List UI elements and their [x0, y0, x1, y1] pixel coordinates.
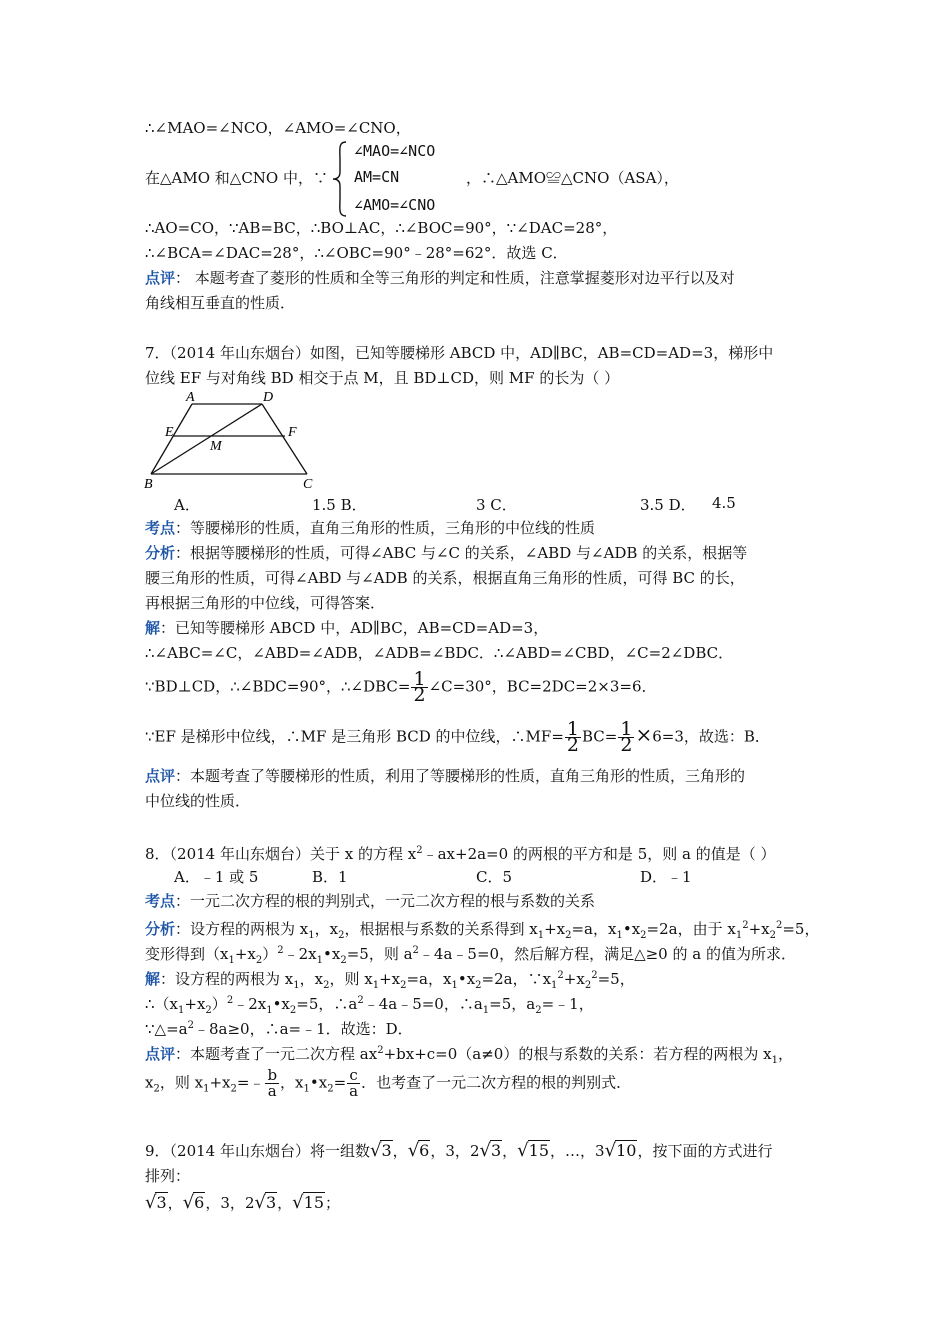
- q8-fenxi-2: 变形得到$(x_1+x_2)^2﹣2x_1•x_2=5$，则 $a^2﹣4a﹣5=0$，然后解方程，满足△≥0 的 a 的值为所求．: [145, 945, 796, 966]
- q8-option-C: C．5: [476, 868, 513, 886]
- pingping-label: 点评: [145, 767, 176, 785]
- q7-comment-1: [145, 766, 745, 786]
- radical-icon: √: [517, 1140, 529, 1161]
- q7-kaodian: [145, 518, 595, 538]
- q6-line1: ∴∠MAO=∠NCO，∠AMO=∠CNO，: [145, 119, 411, 137]
- q7-jie-2: ∴∠ABC=∠C，∠ABD=∠ADB，∠ADB=∠BDC．∴∠ABD=∠CBD，∠C=2∠DBC．: [145, 644, 734, 662]
- jie-4b: BC=: [581, 727, 618, 746]
- radical-icon: √: [370, 1140, 382, 1161]
- q6-comment-2: 角线相互垂直的性质．: [145, 294, 296, 312]
- frac-den: 2: [566, 734, 579, 756]
- radical-icon: √: [182, 1192, 195, 1213]
- frac-num: 1: [413, 668, 426, 690]
- q8-fenxi-1: 分析：设方程的两根为 $x_1$，$x_2$，根据根与系数的关系得到 $x_1+x_2=a$，$x_1•x_2=2a$，由于 $x_1^2+x_2^2=5$，: [145, 920, 820, 941]
- q8-comment-1: 点评：本题考查了一元二次方程 $ax^2+bx+c=0(a\ne 0)$的根与系数的关系：若方程的两根为 $x_1$，: [145, 1045, 793, 1066]
- kaodian-text: ：等腰梯形的性质，直角三角形的性质，三角形的中位线的性质: [175, 519, 596, 537]
- frac-num: 1: [566, 718, 579, 740]
- q7-stem-2: 位线 EF 与对角线 BD 相交于点 M，且 BD⊥CD，则 MF 的长为（ ）: [145, 369, 620, 387]
- radical-icon: √: [254, 1192, 266, 1213]
- q7-option-B: 1.5 B．: [312, 496, 367, 514]
- comment-text: ： 本题考查了菱形的性质和全等三角形的判定和性质，注意掌握菱形对边平行以及对: [175, 269, 735, 287]
- label-M: M: [210, 439, 222, 454]
- q7-option-C: 3 C．: [476, 496, 517, 514]
- edge-DC: [262, 404, 307, 474]
- system-eq1: ∠MAO=∠NCO: [354, 142, 436, 160]
- jie-3b: ∠C=30°，BC=2DC=2×3=6．: [428, 677, 657, 696]
- radical-icon: √: [479, 1140, 491, 1161]
- frac-den: 2: [620, 734, 633, 756]
- q8-option-B: B．1: [312, 868, 348, 886]
- label-F: F: [288, 425, 297, 440]
- system-eq3: ∠AMO=∠CNO: [354, 196, 436, 214]
- system-brace: [330, 140, 350, 218]
- frac-num: 1: [620, 718, 633, 740]
- label-E: E: [165, 425, 174, 440]
- q6-line4: ∴∠BCA=∠DAC=28°，∴∠OBC=90°﹣28°=62°．故选 C．: [145, 244, 568, 262]
- jie-label: 解: [145, 619, 161, 637]
- q8-stem: 8．（2014 年山东烟台）关于 x 的方程 $x^2﹣ax+2a=0$ 的两根的平方和是 5，则 a 的值是（ ）: [145, 845, 776, 863]
- pingping-text: ：本题考查了等腰梯形的性质，利用了等腰梯形的性质，直角三角形的性质，三角形的: [175, 767, 746, 785]
- fenxi-text: ：根据等腰梯形的性质，可得∠ABC 与∠C 的关系，∠ABD 与∠ADB 的关系，根据等: [175, 544, 748, 562]
- q8-jie-1: 解：设方程的两根为 $x_1$，$x_2$，则 $x_1+x_2=a$，$x_1•x_2=2a$，$\because x_1^2+x_2^2=5$，: [145, 970, 635, 991]
- system-eq2: AM=CN: [354, 168, 400, 186]
- q9-stem-2: 排列：: [145, 1167, 191, 1185]
- label-B: B: [144, 477, 153, 490]
- q7-option-D: 3.5 D．: [640, 496, 696, 514]
- q7-option-A: A．: [174, 496, 200, 514]
- fraction-half: [411, 668, 427, 706]
- q7-fenxi-2: 腰三角形的性质，可得∠ABD 与∠ADB 的关系，根据直角三角形的性质，可得 BC 的长，: [145, 569, 745, 587]
- label-D: D: [263, 390, 274, 405]
- fraction-c-over-a: $\frac{c}{a}$: [349, 1066, 359, 1100]
- fraction-b-over-a: $\frac{b}{a}$: [267, 1066, 278, 1100]
- q7-jie-1: [145, 618, 548, 638]
- label-C: C: [303, 477, 313, 490]
- q9-row-1: √3，√6，3，2√3，√15；: [145, 1192, 341, 1213]
- q6-line2-right: ，∴△AMO≌△CNO（ASA），: [466, 169, 679, 187]
- q7-comment-2: 中位线的性质．: [145, 792, 251, 810]
- radical-icon: √: [145, 1192, 157, 1213]
- radical-icon: √: [292, 1192, 304, 1213]
- q7-jie-4: [145, 718, 770, 756]
- times-sign: ×: [635, 722, 653, 747]
- q6-line3: ∴AO=CO，∵AB=BC，∴BO⊥AC，∴∠BOC=90°，∵∠DAC=28°，: [145, 219, 618, 237]
- fraction-half: [565, 718, 581, 756]
- radical-icon: √: [604, 1140, 617, 1161]
- q7-fenxi-3: 再根据三角形的中位线，可得答案．: [145, 594, 386, 612]
- fenxi-label: 分析: [145, 544, 176, 562]
- q8-jie-2: $\therefore(x_1+x_2)^2﹣2x_1•x_2=5$，$\therefore a^2﹣4a﹣5=0$，$\therefore a_1=5$，$a_2=﹣1$，: [145, 995, 594, 1016]
- label-A: A: [186, 390, 195, 405]
- q6-line2-left: 在△AMO 和△CNO 中，∵: [145, 169, 328, 187]
- q8-jie-3: $\because\triangle=a^2﹣8a\ge 0$，∴a=﹣1．故选：D．: [145, 1020, 413, 1038]
- jie-3a: ∵BD⊥CD，∴∠BDC=90°，∴∠DBC=: [145, 677, 411, 696]
- q7-option-E: 4.5: [712, 494, 736, 512]
- frac-den: 2: [413, 684, 426, 706]
- radical-icon: √: [407, 1140, 420, 1161]
- comment-label: 点评: [145, 269, 176, 287]
- q8-kaodian: 考点：一元二次方程的根的判别式，一元二次方程的根与系数的关系: [145, 892, 596, 910]
- q9-stem-1: 9．（2014 年山东烟台）将一组数√3，√6，3，2√3，√15，…，3√10，按下面的方式进行: [145, 1140, 773, 1161]
- jie-text: ：已知等腰梯形 ABCD 中，AD∥BC，AB=CD=AD=3，: [160, 619, 549, 637]
- trapezoid-figure: [142, 390, 322, 490]
- q8-option-A: A．﹣1 或 5: [174, 868, 259, 886]
- q8-option-D: D．﹣1: [640, 868, 692, 886]
- kaodian-label: 考点: [145, 519, 176, 537]
- jie-4c: 6=3，故选：B．: [652, 727, 770, 746]
- q6-comment-1: [145, 268, 735, 288]
- q7-jie-3: [145, 668, 657, 706]
- q7-stem-1: 7．（2014 年山东烟台）如图，已知等腰梯形 ABCD 中，AD∥BC，AB=CD=AD=3，梯形中: [145, 344, 774, 362]
- fraction-half: [618, 718, 634, 756]
- q7-fenxi-1: [145, 543, 747, 563]
- jie-4a: ∵EF 是梯形中位线，∴MF 是三角形 BCD 的中位线，∴MF=: [145, 727, 564, 746]
- q8-comment-2: $x_2$，则 $x_1+x_2=﹣$ $\frac{b}{a}$ ，$x_1•x_2=$ $\frac{c}{a}$ ．也考查了一元二次方程的根的判别式．: [145, 1066, 632, 1100]
